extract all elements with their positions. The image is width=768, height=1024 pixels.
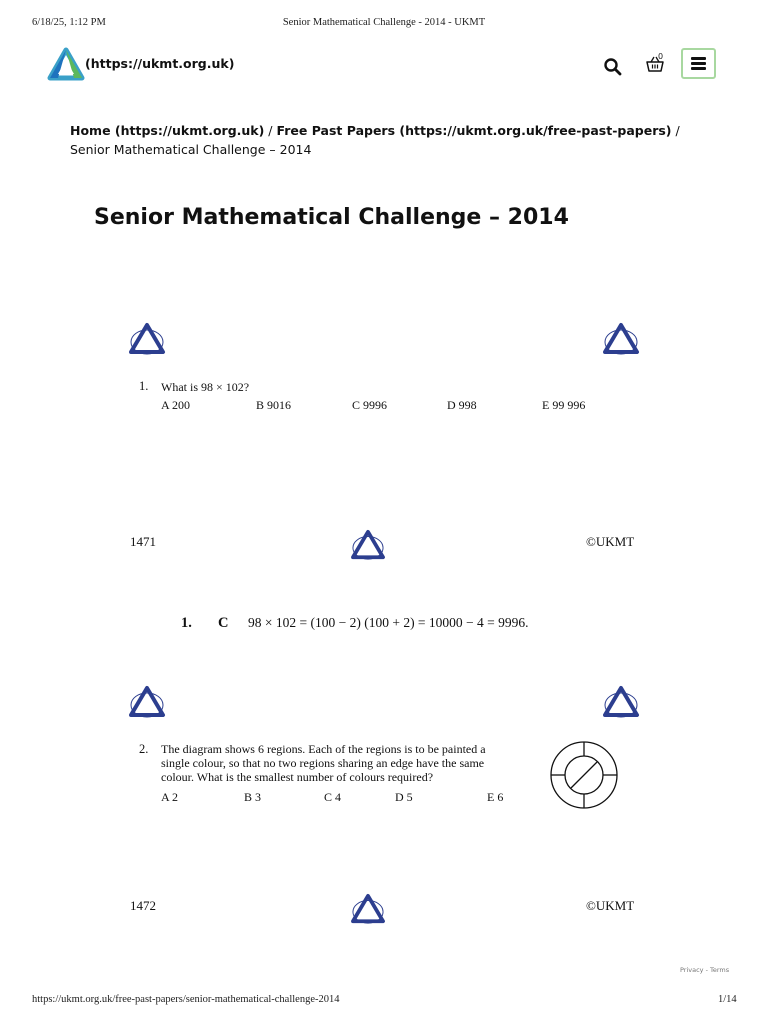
solution-letter: C [218,615,229,631]
regions-diagram [549,740,619,815]
question-number: 2. [139,742,149,756]
page-number: 1471 [130,534,156,549]
copyright: ©UKMT [586,534,635,549]
solution-number: 1. [181,615,192,631]
breadcrumb-home[interactable]: Home (https://ukmt.org.uk) [70,123,265,138]
menu-icon [691,57,706,70]
breadcrumb: Home (https://ukmt.org.uk) / Free Past Papers (https://ukmt.org.uk/free-past-papers) / Senior Mathematical Challenge – 2014 [70,123,680,157]
search-icon[interactable] [602,56,624,78]
answer-option: B 3 [244,790,262,804]
answer-option: D 5 [395,790,413,804]
breadcrumb-free-past-papers[interactable]: Free Past Papers (https://ukmt.org.uk/free-past-papers) [276,123,672,138]
print-title: Senior Mathematical Challenge - 2014 - UKMT [282,17,486,28]
answer-option: E 99 996 [542,398,586,412]
ukmt-seal-icon [350,529,386,566]
question-text: What is 98 × 102? [161,380,250,394]
ukmt-seal-icon [602,322,640,361]
copyright: ©UKMT [586,898,635,913]
page-title: Senior Mathematical Challenge – 2014 [94,205,569,230]
cart-count-badge: 0 [658,52,664,61]
answer-option: A 2 [161,790,179,804]
answer-option: E 6 [487,790,504,804]
page-number: 1472 [130,898,156,913]
ukmt-logo-icon[interactable] [47,47,85,86]
solution-text: 98 × 102 = (100 − 2) (100 + 2) = 10000 − 4 = 9996. [248,615,529,630]
ukmt-seal-icon [128,322,166,361]
ukmt-seal-icon [602,685,640,724]
question-number: 1. [139,379,149,393]
site-home-link[interactable]: (https://ukmt.org.uk) [85,56,235,71]
answer-option: B 9016 [256,398,292,412]
breadcrumb-current: Senior Mathematical Challenge – 2014 [70,142,312,157]
answer-option: C 4 [324,790,342,804]
ukmt-seal-icon [350,893,386,930]
answer-option: D 998 [447,398,477,412]
answer-option: C 9996 [352,398,388,412]
print-url: https://ukmt.org.uk/free-past-papers/senior-mathematical-challenge-2014 [32,994,340,1005]
question-text: The diagram shows 6 regions. Each of the regions is to be painted a single colour, so that no two regions sharing an edge have the same colour. What is the smallest number of colours required? [161,742,486,784]
answer-option: A 200 [161,398,191,412]
print-page-number: 1/14 [718,994,737,1005]
privacy-terms-link[interactable]: Privacy - Terms [680,966,730,974]
ukmt-seal-icon [128,685,166,724]
print-datetime: 6/18/25, 1:12 PM [32,17,106,28]
menu-button[interactable] [681,48,716,79]
